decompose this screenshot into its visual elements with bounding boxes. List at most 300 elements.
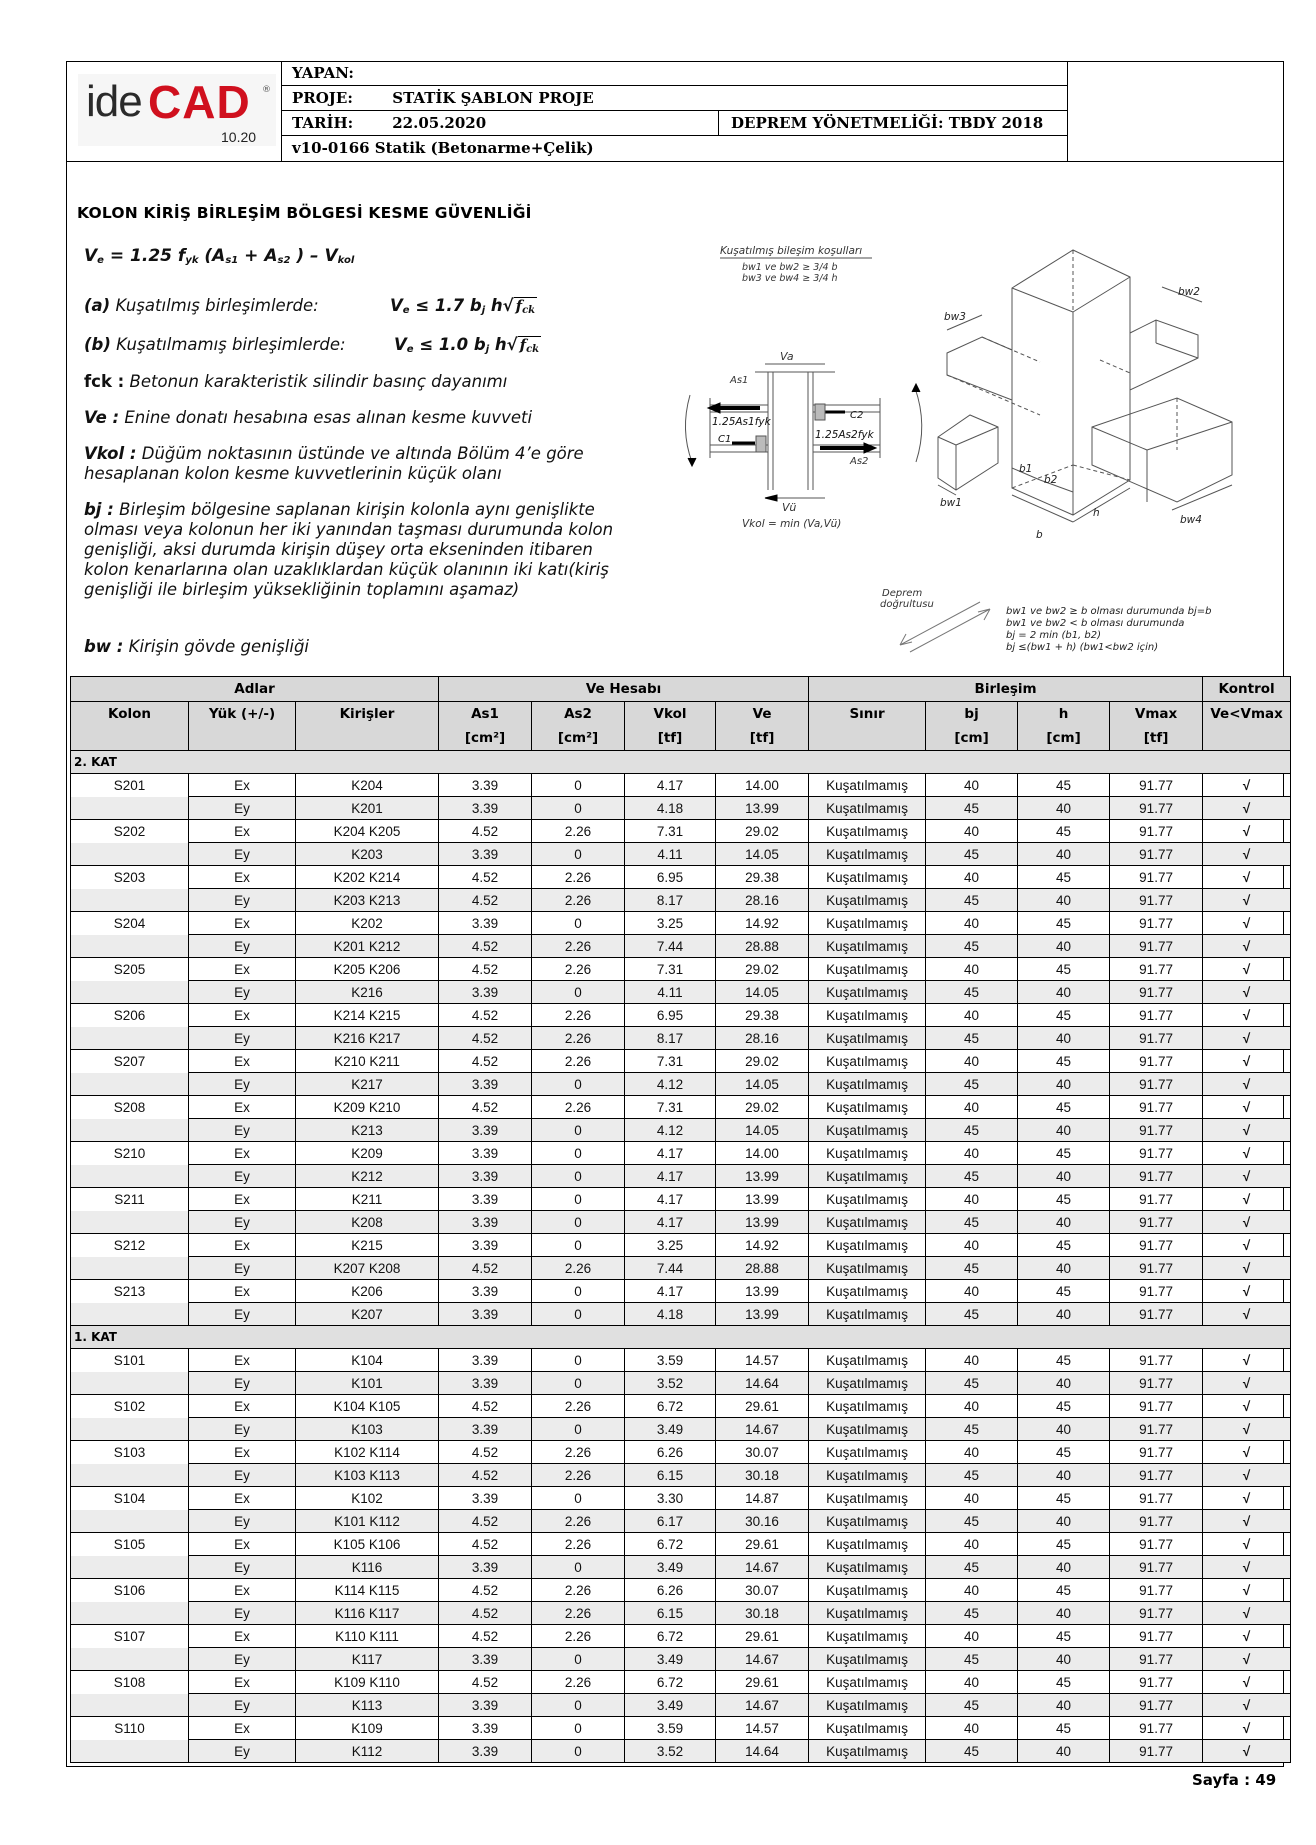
- table-cell: K206: [296, 1280, 439, 1303]
- table-cell: Ey: [189, 1556, 296, 1579]
- deprem-yonetmeligi: DEPREM YÖNETMELİĞİ: TBDY 2018: [718, 111, 1068, 136]
- table-cell: 91.77: [1110, 912, 1203, 935]
- table-cell: 3.49: [625, 1648, 716, 1671]
- table-cell: 91.77: [1110, 1165, 1203, 1188]
- floor-label: 1. KAT: [71, 1326, 1291, 1349]
- table-cell: Ey: [189, 981, 296, 1004]
- column-header: [1203, 702, 1291, 751]
- table-row: [71, 843, 1291, 866]
- table-cell: 40: [1018, 1372, 1110, 1395]
- table-row: [71, 1464, 1291, 1487]
- case-b-label: (b): [84, 335, 111, 354]
- table-cell: [71, 1303, 189, 1326]
- column-header: [71, 702, 189, 751]
- table-cell: 13.99: [716, 1303, 809, 1326]
- table-cell: 45: [926, 1211, 1018, 1234]
- table-cell: 91.77: [1110, 1717, 1203, 1740]
- table-cell: 45: [1018, 912, 1110, 935]
- table-cell: S102: [71, 1395, 189, 1418]
- table-cell: 6.26: [625, 1441, 716, 1464]
- table-cell: Ex: [189, 1717, 296, 1740]
- as2-label: As2: [850, 456, 869, 467]
- table-cell: 2.26: [532, 1027, 625, 1050]
- table-cell: Kuşatılmamış: [809, 1234, 926, 1257]
- check-icon: √: [1203, 1694, 1291, 1717]
- table-cell: 7.31: [625, 1096, 716, 1119]
- table-cell: 2.26: [532, 1510, 625, 1533]
- table-row: [71, 797, 1291, 820]
- table-cell: 0: [532, 797, 625, 820]
- program-version: v10-0166 Statik (Betonarme+Çelik): [292, 139, 594, 157]
- table-cell: 91.77: [1110, 774, 1203, 797]
- table-cell: 3.39: [439, 774, 532, 797]
- table-cell: 2.26: [532, 866, 625, 889]
- program-row: [282, 136, 1068, 161]
- check-icon: √: [1203, 1671, 1291, 1694]
- check-icon: √: [1203, 912, 1291, 935]
- table-cell: K109: [296, 1717, 439, 1740]
- table-cell: 91.77: [1110, 1395, 1203, 1418]
- table-cell: K102 K114: [296, 1441, 439, 1464]
- table-cell: 40: [926, 1349, 1018, 1372]
- table-row: [71, 1073, 1291, 1096]
- table-cell: 45: [926, 1648, 1018, 1671]
- table-cell: 91.77: [1110, 1349, 1203, 1372]
- table-cell: 40: [926, 1234, 1018, 1257]
- table-cell: 91.77: [1110, 1510, 1203, 1533]
- table-cell: 40: [1018, 1740, 1110, 1763]
- table-cell: Ex: [189, 866, 296, 889]
- table-cell: 3.59: [625, 1349, 716, 1372]
- table-cell: 4.12: [625, 1119, 716, 1142]
- column-name: Ve: [752, 706, 772, 722]
- table-cell: 3.39: [439, 1556, 532, 1579]
- table-cell: 45: [926, 1418, 1018, 1441]
- table-cell: 4.52: [439, 1671, 532, 1694]
- table-cell: 30.16: [716, 1510, 809, 1533]
- table-cell: 40: [926, 912, 1018, 935]
- table-cell: [71, 1740, 189, 1763]
- floor-row: [71, 751, 1291, 774]
- table-row: [71, 1165, 1291, 1188]
- table-cell: Kuşatılmamış: [809, 1280, 926, 1303]
- table-cell: 6.95: [625, 866, 716, 889]
- table-cell: 4.52: [439, 1441, 532, 1464]
- table-cell: Ey: [189, 1027, 296, 1050]
- check-icon: √: [1203, 1395, 1291, 1418]
- table-cell: 6.72: [625, 1671, 716, 1694]
- deprem-label-2: doğrultusu: [880, 599, 934, 610]
- table-cell: 2.26: [532, 1096, 625, 1119]
- table-row: [71, 1648, 1291, 1671]
- table-cell: 4.52: [439, 1257, 532, 1280]
- table-cell: 45: [926, 1464, 1018, 1487]
- table-cell: K102: [296, 1487, 439, 1510]
- table-cell: 40: [926, 958, 1018, 981]
- table-cell: 40: [1018, 1648, 1110, 1671]
- table-cell: 2.26: [532, 889, 625, 912]
- table-cell: 3.39: [439, 1372, 532, 1395]
- b-label: b: [1036, 529, 1043, 541]
- column-name: bj: [964, 706, 979, 722]
- table-cell: 6.17: [625, 1510, 716, 1533]
- check-icon: √: [1203, 1441, 1291, 1464]
- table-cell: 40: [926, 820, 1018, 843]
- table-cell: 45: [1018, 958, 1110, 981]
- table-row: [71, 1004, 1291, 1027]
- check-icon: √: [1203, 981, 1291, 1004]
- table-cell: 7.44: [625, 1257, 716, 1280]
- table-cell: Ex: [189, 1096, 296, 1119]
- table-cell: 6.15: [625, 1464, 716, 1487]
- check-icon: √: [1203, 797, 1291, 820]
- table-cell: Ex: [189, 820, 296, 843]
- table-cell: 3.39: [439, 1717, 532, 1740]
- table-row: [71, 1441, 1291, 1464]
- table-cell: [71, 1372, 189, 1395]
- def-ve-text: Enine donatı hesabına esas alınan kesme kuvveti: [124, 408, 533, 427]
- table-cell: 29.38: [716, 1004, 809, 1027]
- joint-shear-table: [70, 676, 1291, 1763]
- table-cell: 91.77: [1110, 1602, 1203, 1625]
- table-cell: 45: [1018, 866, 1110, 889]
- table-cell: Ey: [189, 1165, 296, 1188]
- check-icon: √: [1203, 1234, 1291, 1257]
- table-cell: 14.05: [716, 843, 809, 866]
- check-icon: √: [1203, 1372, 1291, 1395]
- table-cell: 91.77: [1110, 1211, 1203, 1234]
- table-cell: Kuşatılmamış: [809, 843, 926, 866]
- table-cell: 14.64: [716, 1740, 809, 1763]
- column-name: Vmax: [1134, 706, 1178, 722]
- table-cell: 29.02: [716, 820, 809, 843]
- page-number: Sayfa : 49: [1192, 1771, 1277, 1789]
- table-cell: 40: [1018, 1464, 1110, 1487]
- check-icon: √: [1203, 1556, 1291, 1579]
- table-row: [71, 1625, 1291, 1648]
- table-cell: Kuşatılmamış: [809, 1188, 926, 1211]
- table-row: [71, 1142, 1291, 1165]
- column-unit: [tf]: [1143, 730, 1169, 746]
- table-row: [71, 774, 1291, 797]
- table-cell: K205 K206: [296, 958, 439, 981]
- table-cell: Kuşatılmamış: [809, 1671, 926, 1694]
- table-row: [71, 889, 1291, 912]
- logo-brand: CAD: [148, 76, 251, 128]
- table-cell: [71, 1602, 189, 1625]
- table-cell: 4.17: [625, 1280, 716, 1303]
- note-3: bj = 2 min (b1, b2): [1006, 630, 1102, 641]
- case-b: [84, 335, 540, 355]
- table-cell: 2.26: [532, 1441, 625, 1464]
- table-cell: Ex: [189, 1671, 296, 1694]
- table-row: [71, 1211, 1291, 1234]
- table-cell: 40: [926, 1395, 1018, 1418]
- table-cell: 45: [926, 981, 1018, 1004]
- table-cell: [71, 935, 189, 958]
- table-cell: Ex: [189, 774, 296, 797]
- check-icon: √: [1203, 1464, 1291, 1487]
- table-cell: 14.87: [716, 1487, 809, 1510]
- table-cell: 40: [1018, 981, 1110, 1004]
- check-icon: √: [1203, 1073, 1291, 1096]
- table-cell: 3.49: [625, 1694, 716, 1717]
- table-cell: K213: [296, 1119, 439, 1142]
- table-cell: K209: [296, 1142, 439, 1165]
- table-cell: 2.26: [532, 1579, 625, 1602]
- table-row: [71, 1671, 1291, 1694]
- table-cell: 14.00: [716, 1142, 809, 1165]
- table-cell: 4.11: [625, 843, 716, 866]
- check-icon: √: [1203, 1602, 1291, 1625]
- table-cell: K203: [296, 843, 439, 866]
- table-cell: 14.05: [716, 1119, 809, 1142]
- table-cell: 40: [1018, 1073, 1110, 1096]
- table-cell: 40: [926, 866, 1018, 889]
- table-cell: 45: [1018, 1533, 1110, 1556]
- table-cell: 91.77: [1110, 1280, 1203, 1303]
- table-cell: 4.18: [625, 1303, 716, 1326]
- table-cell: 40: [1018, 935, 1110, 958]
- def-ve-symbol: Ve :: [84, 408, 120, 427]
- table-cell: 3.39: [439, 1211, 532, 1234]
- table-cell: 45: [1018, 1441, 1110, 1464]
- check-icon: √: [1203, 1533, 1291, 1556]
- column-unit: [cm²]: [557, 730, 599, 746]
- table-cell: 45: [1018, 1717, 1110, 1740]
- table-cell: 3.25: [625, 912, 716, 935]
- column-header: [532, 702, 625, 751]
- group-adlar: Adlar: [71, 677, 439, 702]
- column-header: [296, 702, 439, 751]
- check-icon: √: [1203, 1257, 1291, 1280]
- table-cell: Ey: [189, 1740, 296, 1763]
- table-cell: 40: [926, 1004, 1018, 1027]
- table-cell: [71, 1510, 189, 1533]
- check-icon: √: [1203, 820, 1291, 843]
- logo-prefix: ide: [86, 77, 142, 126]
- column-header: [809, 702, 926, 751]
- table-cell: 45: [926, 1510, 1018, 1533]
- table-cell: 14.57: [716, 1717, 809, 1740]
- table-cell: 45: [1018, 1625, 1110, 1648]
- table-cell: Kuşatılmamış: [809, 1211, 926, 1234]
- check-icon: √: [1203, 1096, 1291, 1119]
- table-cell: S110: [71, 1717, 189, 1740]
- table-cell: 2.26: [532, 958, 625, 981]
- check-icon: √: [1203, 1165, 1291, 1188]
- table-cell: 6.72: [625, 1533, 716, 1556]
- table-cell: [71, 1648, 189, 1671]
- table-cell: 45: [926, 1303, 1018, 1326]
- table-cell: [71, 843, 189, 866]
- header-info: [282, 61, 1068, 161]
- table-cell: Kuşatılmamış: [809, 1556, 926, 1579]
- table-cell: 91.77: [1110, 1303, 1203, 1326]
- table-row: [71, 1717, 1291, 1740]
- table-cell: 4.11: [625, 981, 716, 1004]
- table-cell: 91.77: [1110, 1372, 1203, 1395]
- table-cell: Kuşatılmamış: [809, 1533, 926, 1556]
- table-cell: Ex: [189, 1625, 296, 1648]
- table-cell: Ey: [189, 1510, 296, 1533]
- column-name: As2: [564, 706, 592, 722]
- column-unit: [cm]: [954, 730, 989, 746]
- column-header: [1110, 702, 1203, 751]
- b2-label: b2: [1044, 474, 1058, 486]
- table-cell: 91.77: [1110, 958, 1203, 981]
- table-cell: 45: [926, 1372, 1018, 1395]
- table-cell: S103: [71, 1441, 189, 1464]
- logo-version: 10.20: [221, 129, 257, 145]
- table-cell: 45: [1018, 1096, 1110, 1119]
- case-a-formula: $V_e \le 1.7$ $b_j$ h√ $f_{ck}$: [390, 296, 537, 321]
- table-cell: 45: [926, 1694, 1018, 1717]
- table-cell: 91.77: [1110, 935, 1203, 958]
- column-unit: [cm²]: [464, 730, 506, 746]
- table-cell: 45: [926, 889, 1018, 912]
- table-cell: Ey: [189, 1211, 296, 1234]
- table-cell: Kuşatılmamış: [809, 958, 926, 981]
- table-cell: Kuşatılmamış: [809, 1257, 926, 1280]
- table-cell: 4.52: [439, 1510, 532, 1533]
- table-cell: 3.39: [439, 1280, 532, 1303]
- table-cell: 4.17: [625, 1188, 716, 1211]
- table-cell: Kuşatılmamış: [809, 1073, 926, 1096]
- case-a-label: (a): [84, 296, 111, 315]
- table-cell: 91.77: [1110, 797, 1203, 820]
- table-cell: 45: [1018, 820, 1110, 843]
- column-header: [926, 702, 1018, 751]
- table-cell: 4.52: [439, 1395, 532, 1418]
- table-cell: Ey: [189, 889, 296, 912]
- table-cell: 8.17: [625, 1027, 716, 1050]
- va-label: Va: [780, 350, 794, 363]
- table-cell: 91.77: [1110, 1418, 1203, 1441]
- table-row: [71, 1234, 1291, 1257]
- table-row: [71, 866, 1291, 889]
- table-cell: Ex: [189, 1349, 296, 1372]
- table-cell: Kuşatılmamış: [809, 1303, 926, 1326]
- table-cell: 91.77: [1110, 889, 1203, 912]
- column-name: Kolon: [107, 706, 151, 722]
- report-header: [66, 61, 1284, 162]
- table-cell: 13.99: [716, 1165, 809, 1188]
- table-cell: S212: [71, 1234, 189, 1257]
- table-cell: K209 K210: [296, 1096, 439, 1119]
- table-cell: 91.77: [1110, 1096, 1203, 1119]
- check-icon: √: [1203, 1027, 1291, 1050]
- table-cell: 29.61: [716, 1671, 809, 1694]
- table-cell: 2.26: [532, 1395, 625, 1418]
- table-cell: [71, 1165, 189, 1188]
- table-cell: Kuşatılmamış: [809, 889, 926, 912]
- table-cell: 0: [532, 774, 625, 797]
- table-cell: 6.26: [625, 1579, 716, 1602]
- table-cell: Kuşatılmamış: [809, 1395, 926, 1418]
- table-cell: [71, 1464, 189, 1487]
- table-cell: Kuşatılmamış: [809, 1441, 926, 1464]
- table-cell: 14.57: [716, 1349, 809, 1372]
- table-cell: 4.17: [625, 1142, 716, 1165]
- table-cell: 30.18: [716, 1464, 809, 1487]
- table-row: [71, 1372, 1291, 1395]
- vu-label: Vü: [782, 501, 797, 514]
- table-cell: 14.67: [716, 1694, 809, 1717]
- table-row: [71, 1694, 1291, 1717]
- table-cell: Ey: [189, 1303, 296, 1326]
- table-cell: K105 K106: [296, 1533, 439, 1556]
- check-icon: √: [1203, 1579, 1291, 1602]
- table-cell: 40: [1018, 1510, 1110, 1533]
- table-cell: [71, 1556, 189, 1579]
- table-row: [71, 1510, 1291, 1533]
- table-cell: [71, 981, 189, 1004]
- def-bj-text: Birleşim bölgesine saplanan kirişin kolonla aynı genişlikte olması veya kolonun her iki yanından taşması durumunda kolon genişliği, aksi durumda kirişin düşey orta ekseninden itibaren kolon kenarlarına olan uzaklıklardan küçük olanının iki katı(kiriş genişliği ile birleşim yüksekliğinin toplamını aşamaz): [84, 500, 614, 599]
- table-cell: K201: [296, 797, 439, 820]
- table-cell: Ey: [189, 1073, 296, 1096]
- table-cell: K201 K212: [296, 935, 439, 958]
- table-cell: 14.92: [716, 1234, 809, 1257]
- table-cell: 28.88: [716, 1257, 809, 1280]
- table-cell: 30.07: [716, 1441, 809, 1464]
- table-cell: Kuşatılmamış: [809, 866, 926, 889]
- table-cell: K208: [296, 1211, 439, 1234]
- formula-main: $V_e = 1.25$ $f_{yk}$ ($A_{s1} + A_{s2}$ ) – $V_{kol}$: [84, 246, 355, 266]
- table-cell: S101: [71, 1349, 189, 1372]
- table-cell: S205: [71, 958, 189, 981]
- table-cell: 40: [926, 1625, 1018, 1648]
- table-cell: 45: [926, 935, 1018, 958]
- table-cell: Kuşatılmamış: [809, 935, 926, 958]
- table-cell: Kuşatılmamış: [809, 1487, 926, 1510]
- table-row: [71, 1349, 1291, 1372]
- table-cell: 40: [1018, 797, 1110, 820]
- def-bw: [84, 637, 604, 657]
- table-cell: Kuşatılmamış: [809, 1579, 926, 1602]
- table-cell: 0: [532, 1717, 625, 1740]
- table-cell: K216 K217: [296, 1027, 439, 1050]
- floor-row: [71, 1326, 1291, 1349]
- table-cell: S105: [71, 1533, 189, 1556]
- table-cell: 0: [532, 912, 625, 935]
- table-cell: 2.26: [532, 1050, 625, 1073]
- def-bj-symbol: bj :: [84, 500, 114, 519]
- table-cell: 45: [1018, 1579, 1110, 1602]
- table-cell: K113: [296, 1694, 439, 1717]
- table-cell: K202 K214: [296, 866, 439, 889]
- table-cell: 0: [532, 1142, 625, 1165]
- table-cell: 45: [1018, 1004, 1110, 1027]
- table-cell: K207: [296, 1303, 439, 1326]
- table-row: [71, 1395, 1291, 1418]
- table-cell: Kuşatılmamış: [809, 1165, 926, 1188]
- table-row: [71, 1533, 1291, 1556]
- table-cell: 13.99: [716, 1211, 809, 1234]
- table-cell: 91.77: [1110, 820, 1203, 843]
- table-cell: Kuşatılmamış: [809, 1648, 926, 1671]
- table-cell: 3.39: [439, 1694, 532, 1717]
- table-cell: 91.77: [1110, 1625, 1203, 1648]
- table-cell: 91.77: [1110, 1487, 1203, 1510]
- table-cell: Kuşatılmamış: [809, 1050, 926, 1073]
- table-cell: 3.39: [439, 1487, 532, 1510]
- table-row: [71, 1096, 1291, 1119]
- table-row: [71, 1050, 1291, 1073]
- check-icon: √: [1203, 1625, 1291, 1648]
- column-header: [716, 702, 809, 751]
- def-bw-text: Kirişin gövde genişliği: [128, 637, 310, 656]
